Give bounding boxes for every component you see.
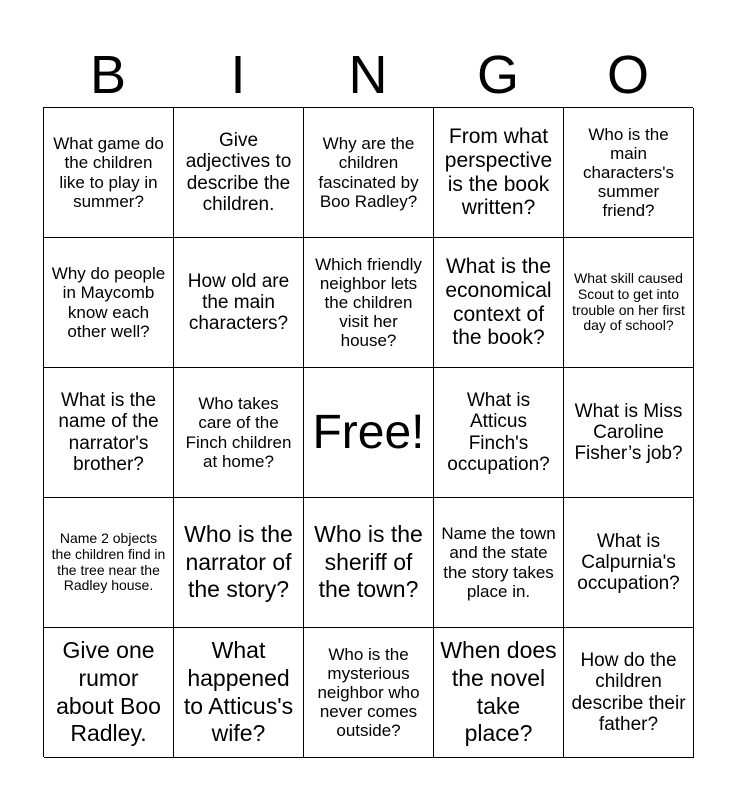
cell-text: Name the town and the state the story takes place in. <box>441 524 556 601</box>
bingo-cell <box>434 368 564 498</box>
bingo-cell <box>304 238 434 368</box>
header-letter-i: I <box>230 45 246 105</box>
cell-text: What happened to Atticus's wife? <box>183 637 294 747</box>
cell-text: Give adjectives to describe the children. <box>185 129 292 215</box>
bingo-cell <box>44 628 174 758</box>
header-letter-o: O <box>606 45 649 105</box>
cell-text: Who takes care of the Finch children at home? <box>185 394 292 471</box>
cell-text: Who is the main characters's summer friend? <box>582 124 675 221</box>
bingo-cell <box>564 498 694 628</box>
cell-text: Which friendly neighbor lets the children visit her house? <box>315 254 422 351</box>
cell-text: Give one rumor about Boo Radley. <box>56 637 161 747</box>
cell-text: How old are the main characters? <box>187 270 290 335</box>
cell-text: What is Calpurnia's occupation? <box>577 530 680 595</box>
cell-text: Why do people in Maycomb know each other well? <box>51 264 166 341</box>
bingo-cell <box>174 238 304 368</box>
bingo-cell <box>174 368 304 498</box>
cell-text: What is Miss Caroline Fisher’s job? <box>574 400 683 465</box>
cell-text: From what perspective is the book written? <box>444 125 553 220</box>
bingo-cell <box>304 498 434 628</box>
bingo-cell <box>564 368 694 498</box>
bingo-cell <box>434 628 564 758</box>
bingo-cell <box>174 498 304 628</box>
header-letter-b: B <box>89 45 127 105</box>
header-letter-g: G <box>476 45 519 105</box>
cell-text: How do the children describe their father? <box>571 649 686 735</box>
cell-text: What game do the children like to play in summer? <box>53 134 164 211</box>
bingo-header <box>43 44 693 106</box>
bingo-cell <box>174 108 304 238</box>
bingo-cell <box>434 238 564 368</box>
cell-text: What is the name of the narrator's brother? <box>58 389 159 475</box>
bingo-cell <box>44 238 174 368</box>
free-space-text: Free! <box>312 405 425 459</box>
bingo-cell <box>564 108 694 238</box>
bingo-cell <box>434 108 564 238</box>
bingo-cell <box>304 628 434 758</box>
cell-text: Who is the sheriff of the town? <box>314 521 423 603</box>
header-letter-n: N <box>348 45 388 105</box>
bingo-cell <box>434 498 564 628</box>
cell-text: Who is the narrator of the story? <box>184 521 293 603</box>
bingo-cell <box>44 498 174 628</box>
cell-text: Why are the children fascinated by Boo Radley? <box>318 134 419 211</box>
bingo-cell <box>564 238 694 368</box>
bingo-cell <box>304 108 434 238</box>
bingo-cell <box>44 108 174 238</box>
cell-text: Name 2 objects the children find in the tree near the Radley house. <box>51 530 166 594</box>
bingo-grid <box>43 107 693 757</box>
bingo-cell <box>44 368 174 498</box>
cell-text: What is Atticus Finch's occupation? <box>447 389 550 475</box>
cell-text: What skill caused Scout to get into trouble on her first day of school? <box>572 270 685 334</box>
free-space <box>304 368 434 498</box>
cell-text: Who is the mysterious neighbor who never comes outside? <box>317 644 420 741</box>
bingo-cell <box>174 628 304 758</box>
cell-text: What is the economical context of the book? <box>445 255 552 350</box>
cell-text: When does the novel take place? <box>440 637 557 747</box>
bingo-cell <box>564 628 694 758</box>
